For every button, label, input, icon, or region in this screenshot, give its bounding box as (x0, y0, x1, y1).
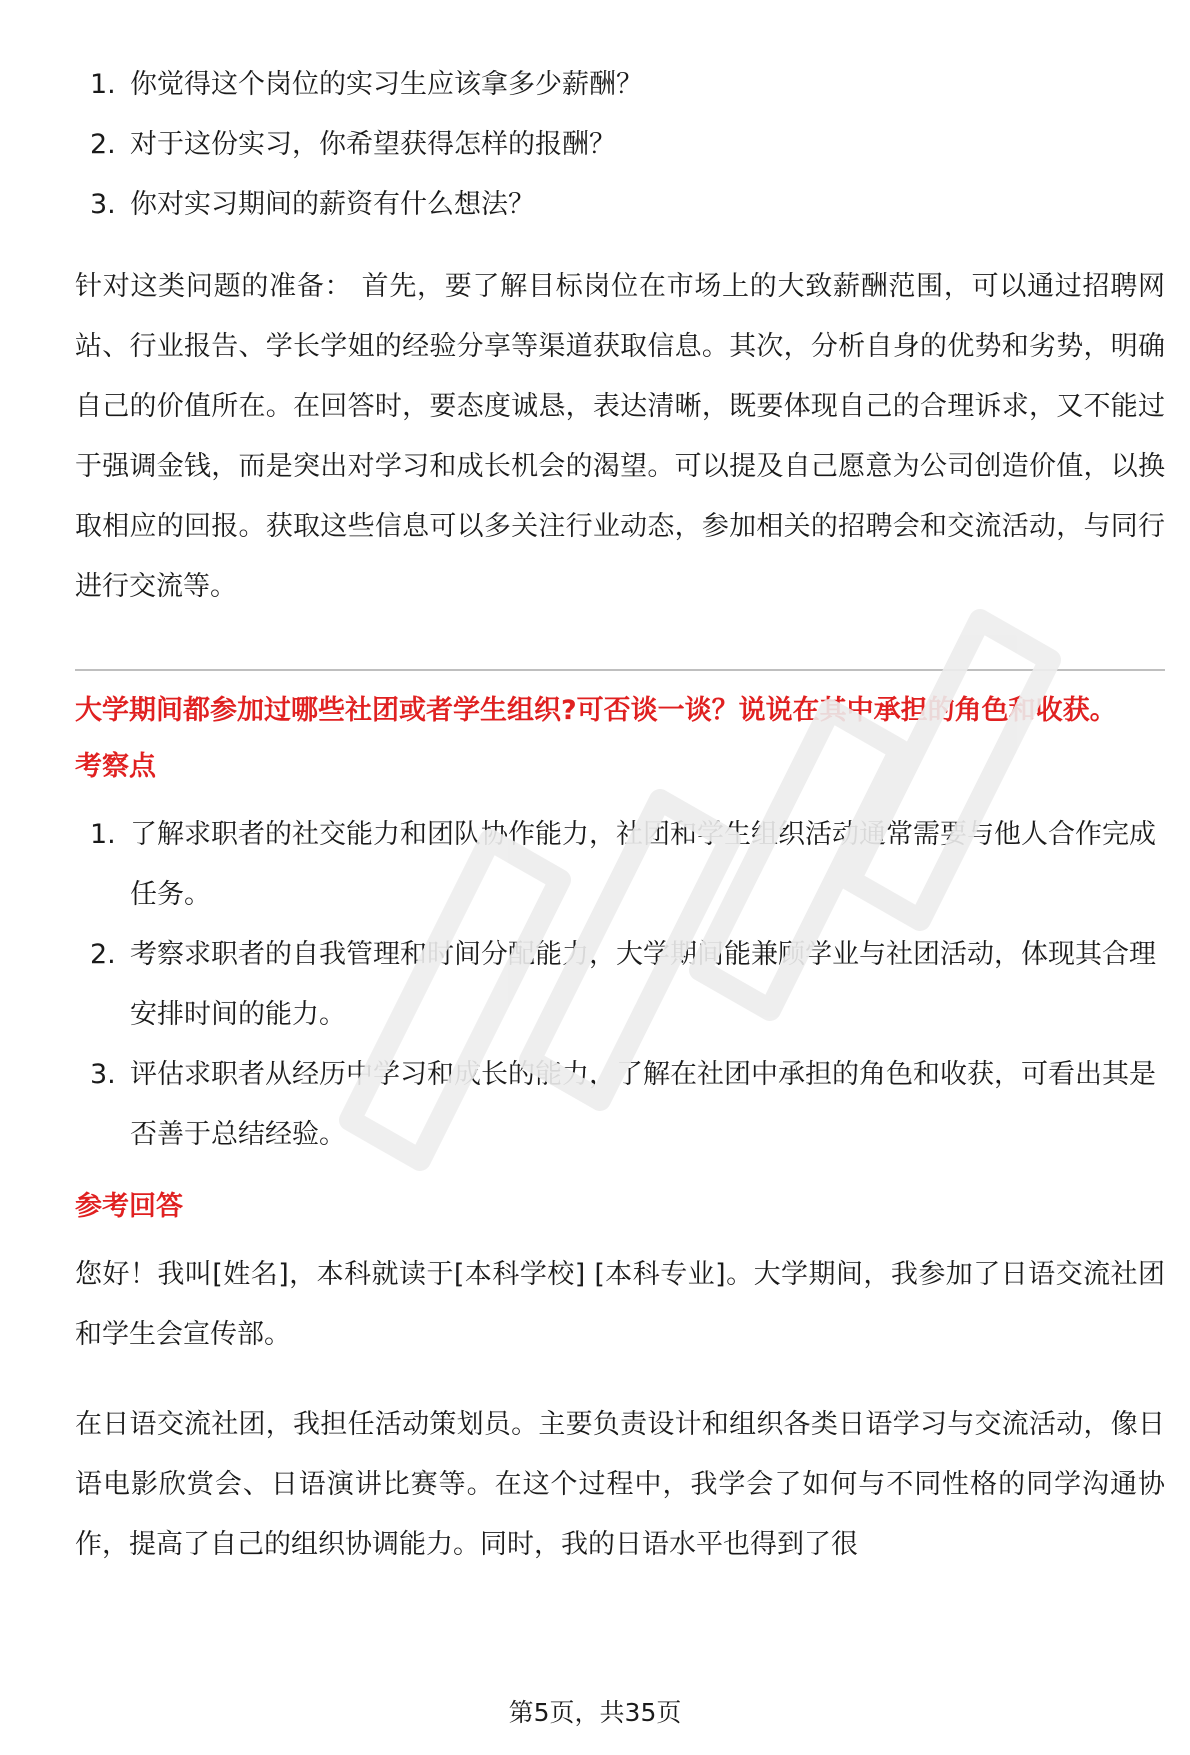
list-number: 3. (90, 1059, 116, 1090)
interview-question: 大学期间都参加过哪些社团或者学生组织?可否谈一谈？说说在其中承担的角色和收获。 (75, 695, 1117, 726)
assessment-heading: 考察点 (75, 751, 156, 782)
list-text: 对于这份实习，你希望获得怎样的报酬？ (130, 129, 616, 160)
list-number: 1. (90, 819, 116, 850)
preparation-paragraph: 针对这类问题的准备： 首先，要了解目标岗位在市场上的大致薪酬范围，可以通过招聘网站、行业报告、学长学姐的经验分享等渠道获取信息。其次，分析自身的优势和劣势，明确自己的价值所在。在回答时，要态度诚恳，表达清晰，既要体现自己的合理诉求，又不能过于强调金钱，而是突出对学习和成长机会的渴望。可以提及自己愿意为公司创造价值，以换取相应的回报。获取这些信息可以多关注行业动态，参加相关的招聘会和交流活动，与同行进行交流等。 (75, 271, 1165, 602)
list-item (75, 55, 1165, 115)
list-text: 你觉得这个岗位的实习生应该拿多少薪酬？ (130, 69, 643, 100)
list-number: 3. (90, 189, 116, 220)
list-number: 2. (90, 939, 116, 970)
list-text: 了解求职者的社交能力和团队协作能力，社团和学生组织活动通常需要与他人合作完成任务。 (130, 819, 1156, 910)
list-item (75, 175, 1165, 235)
list-text: 你对实习期间的薪资有什么想法？ (130, 189, 535, 220)
list-text: 考察求职者的自我管理和时间分配能力，大学期间能兼顾学业与社团活动，体现其合理安排时间的能力。 (130, 939, 1156, 1030)
list-number: 2. (90, 129, 116, 160)
answer-paragraph: 您好！我叫[姓名]，本科就读于[本科学校] [本科专业]。大学期间，我参加了日语交流社团和学生会宣传部。 (75, 1259, 1165, 1350)
list-item (75, 925, 1165, 1045)
list-item (75, 805, 1165, 925)
list-number: 1. (90, 69, 116, 100)
list-text: 评估求职者从经历中学习和成长的能力，了解在社团中承担的角色和收获，可看出其是否善于总结经验。 (130, 1059, 1156, 1150)
answer-paragraph: 在日语交流社团，我担任活动策划员。主要负责设计和组织各类日语学习与交流活动，像日语电影欣赏会、日语演讲比赛等。在这个过程中，我学会了如何与不同性格的同学沟通协作，提高了自己的组织协调能力。同时，我的日语水平也得到了很 (75, 1409, 1165, 1560)
reference-answer-heading: 参考回答 (75, 1191, 183, 1222)
intro-question-list (75, 55, 1165, 235)
page-footer: 第5页，共35页 (508, 1698, 682, 1727)
list-item (75, 115, 1165, 175)
list-item (75, 1045, 1165, 1165)
document-page (75, 55, 1165, 1575)
assessment-point-list (75, 805, 1165, 1165)
section-divider (75, 669, 1165, 671)
